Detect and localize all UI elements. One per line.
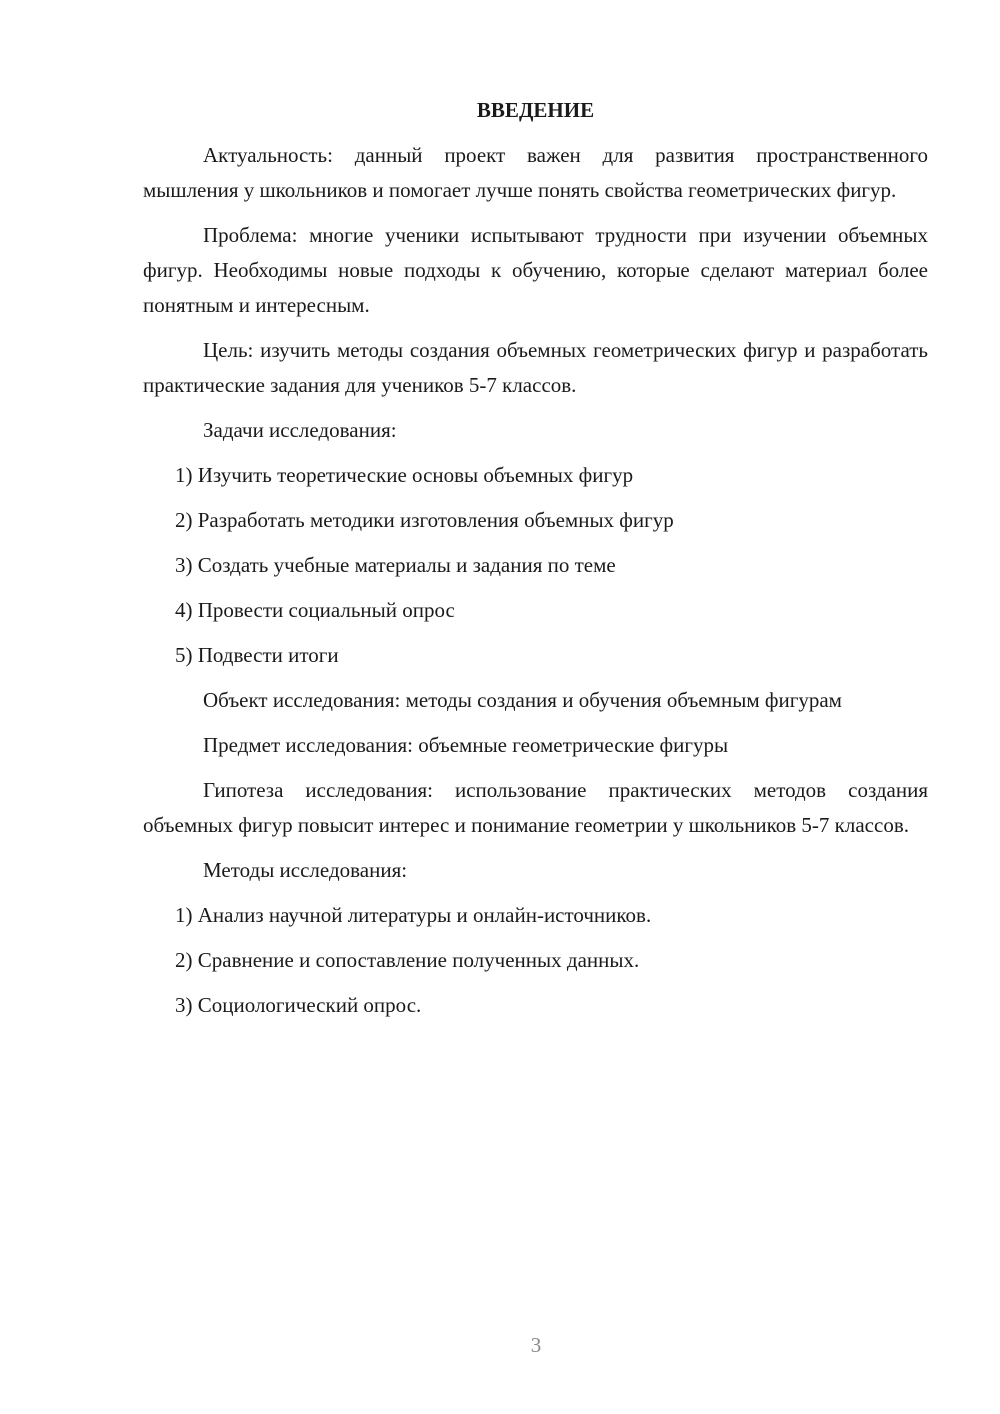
list-item: 3) Социологический опрос. xyxy=(175,993,422,1017)
list-item: 5) Подвести итоги xyxy=(175,643,339,667)
page-number: 3 xyxy=(530,1333,542,1357)
list-item: 1) Анализ научной литературы и онлайн-источников. xyxy=(175,903,652,927)
tasks-list xyxy=(143,458,928,673)
page-title: ВВЕДЕНИЕ xyxy=(476,98,595,122)
object-paragraph: Объект исследования: методы создания и обучения объемным фигурам xyxy=(203,688,842,712)
tasks-heading: Задачи исследования: xyxy=(203,418,397,442)
list-item: 3) Создать учебные материалы и задания по теме xyxy=(175,553,616,577)
problem-paragraph: Проблема: многие ученики испытывают трудности при изучении объемных фигур. Необходимы новые подходы к обучению, которые сделают материал более понятным и интересным. xyxy=(143,223,928,317)
list-item: 2) Сравнение и сопоставление полученных данных. xyxy=(175,948,640,972)
subject-paragraph: Предмет исследования: объемные геометрические фигуры xyxy=(203,733,729,757)
list-item: 1) Изучить теоретические основы объемных фигур xyxy=(175,463,634,487)
hypothesis-paragraph: Гипотеза исследования: использование практических методов создания объемных фигур повысит интерес и понимание геометрии у школьников 5-7 классов. xyxy=(143,778,928,837)
list-item: 4) Провести социальный опрос xyxy=(175,598,455,622)
goal-paragraph: Цель: изучить методы создания объемных геометрических фигур и разработать практические задания для учеников 5-7 классов. xyxy=(143,338,928,397)
page-content xyxy=(143,93,928,1033)
relevance-paragraph: Актуальность: данный проект важен для развития пространственного мышления у школьников и помогает лучше понять свойства геометрических фигур. xyxy=(143,143,928,202)
methods-list xyxy=(143,898,928,1023)
methods-heading: Методы исследования: xyxy=(203,858,408,882)
list-item: 2) Разработать методики изготовления объемных фигур xyxy=(175,508,674,532)
